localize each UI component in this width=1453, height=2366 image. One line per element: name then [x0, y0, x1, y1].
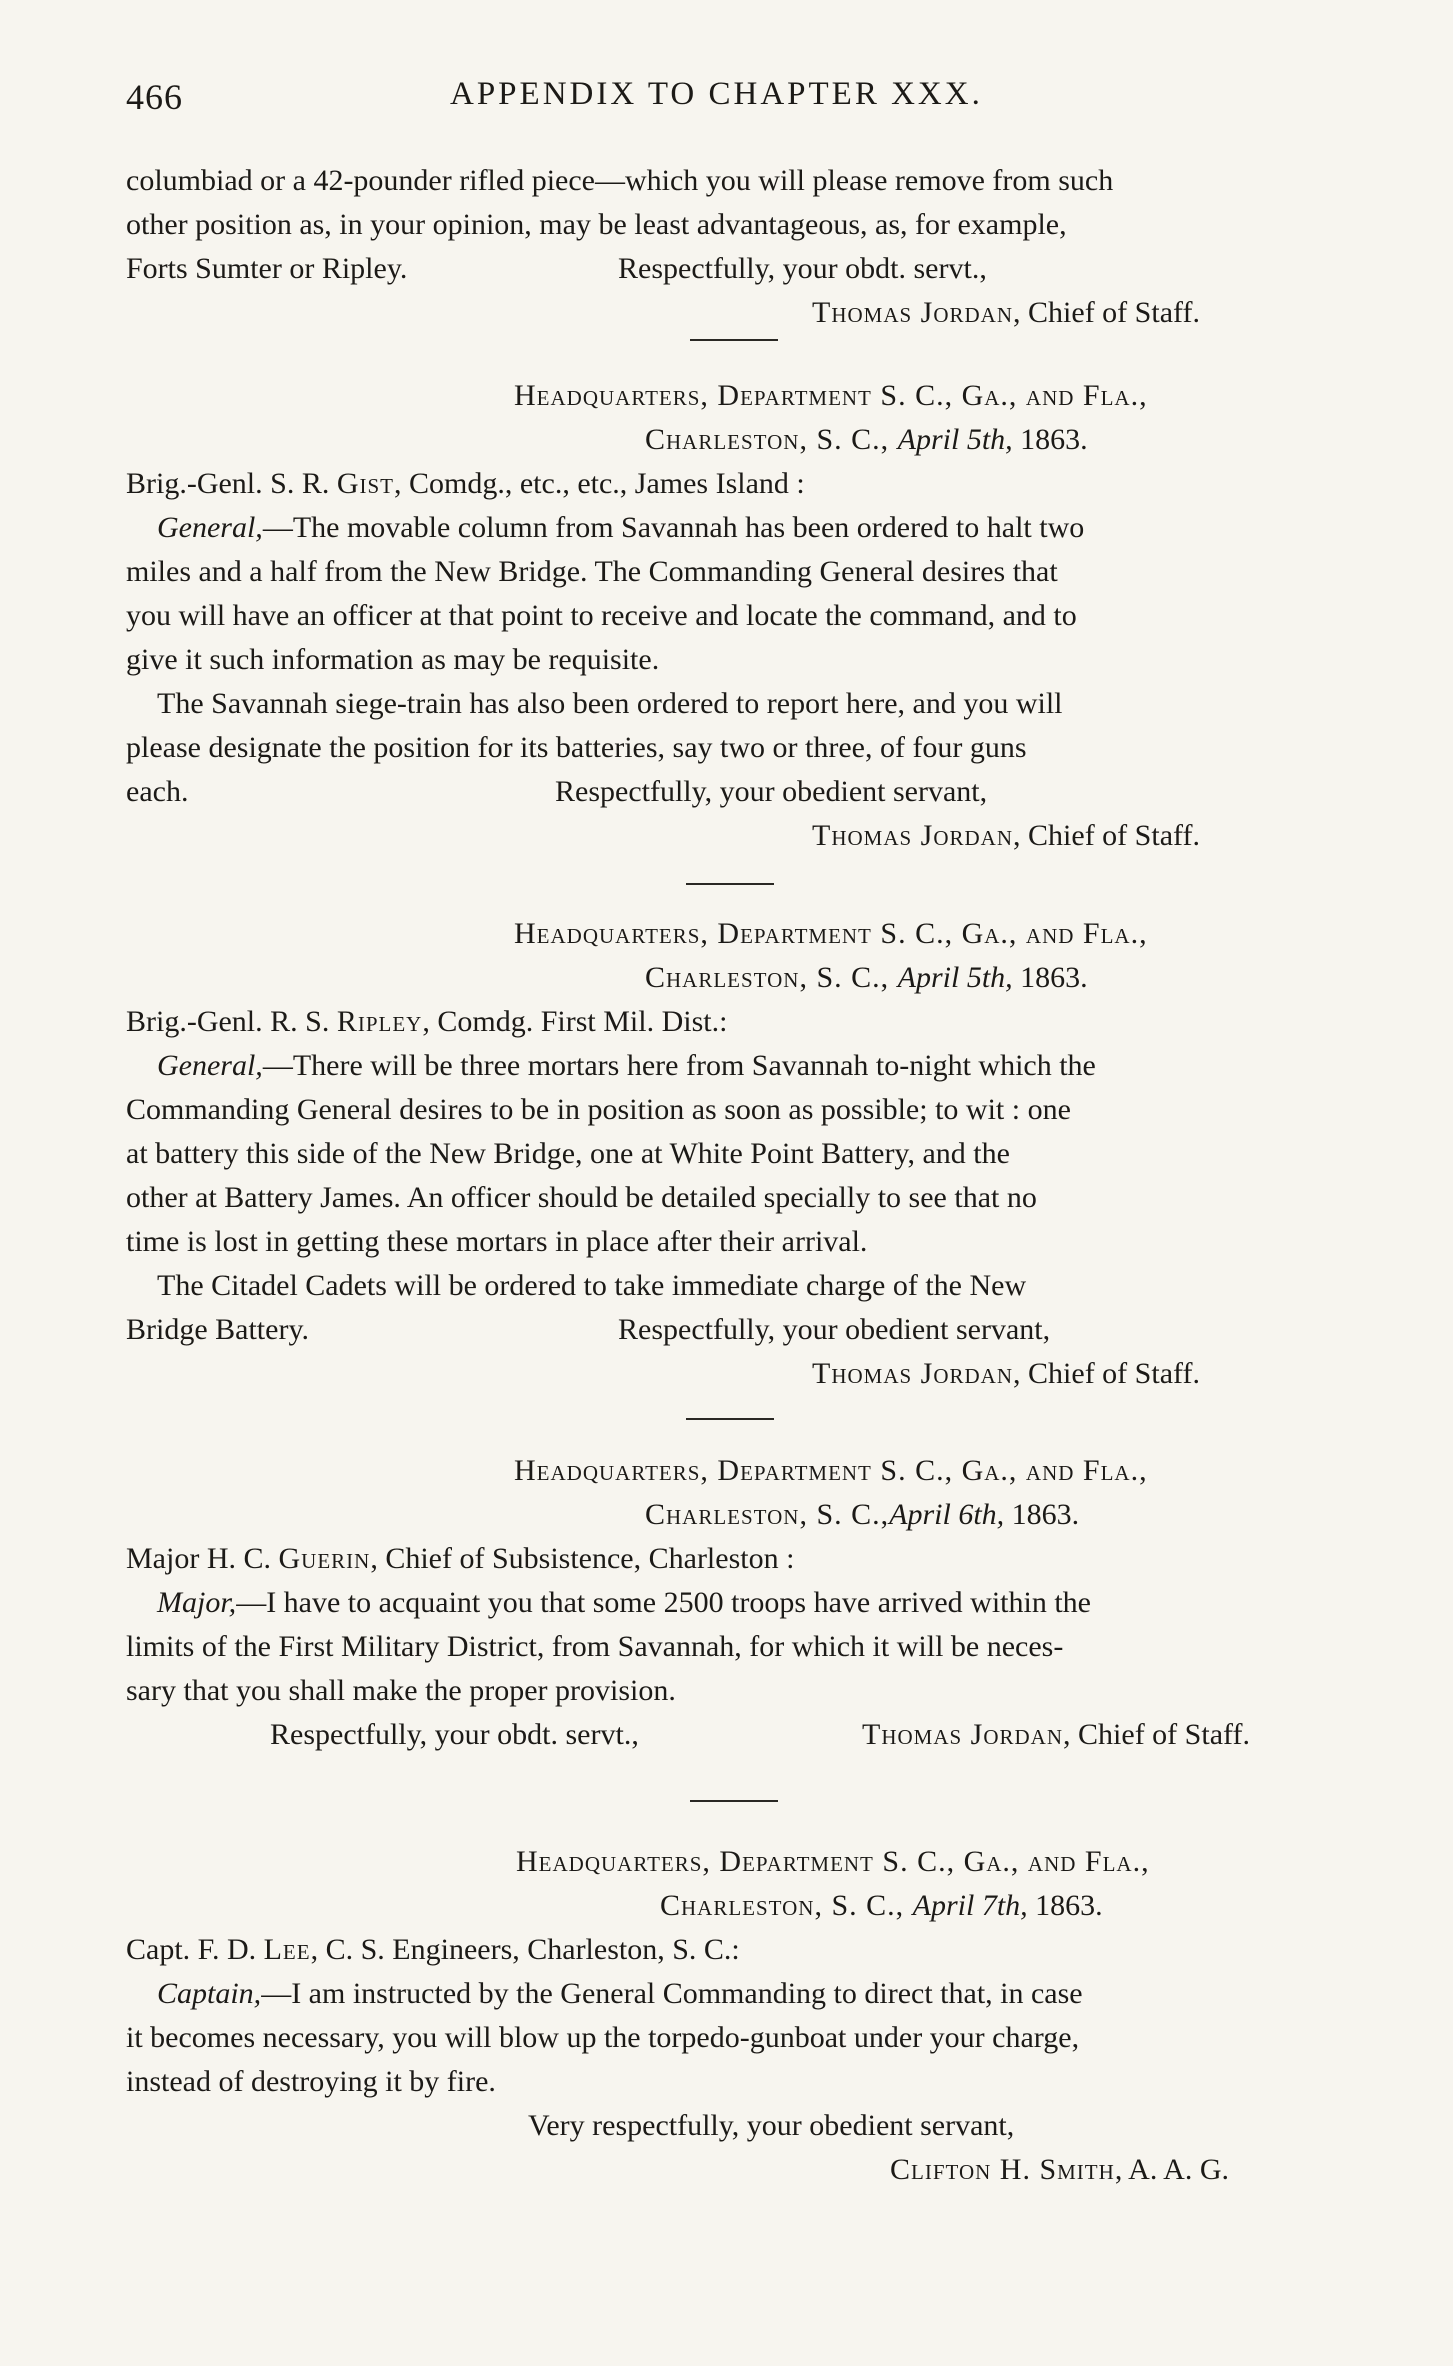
addressee-name: Guerin	[278, 1542, 371, 1575]
date: April 7th,	[912, 1889, 1028, 1922]
date: April 6th,	[889, 1498, 1005, 1531]
signature	[812, 818, 1200, 854]
salutation: Major,	[157, 1586, 237, 1619]
text-line: other position as, in your opinion, may be least advantageous, as, for example,	[126, 208, 1067, 241]
date: April 5th,	[897, 961, 1013, 994]
addressee-name: Lee	[263, 1933, 311, 1966]
addressee-prefix: Major H. C.	[126, 1542, 279, 1575]
section-rule	[690, 1800, 778, 1802]
signature-title: , A. A. G.	[1114, 2153, 1229, 2186]
text-line: The Citadel Cadets will be ordered to take immediate charge of the New	[157, 1269, 1027, 1302]
signature	[812, 295, 1200, 331]
place: Charleston, S. C.,	[645, 1498, 890, 1531]
signature	[812, 1356, 1200, 1392]
body-text: —I have to acquaint you that some 2500 troops have arrived within the	[236, 1586, 1091, 1619]
closing-line: Respectfully, your obedient servant,	[618, 1313, 1051, 1346]
text-line	[157, 510, 1084, 546]
text-line: give it such information as may be requisite.	[126, 643, 660, 676]
closing-line: Very respectfully, your obedient servant,	[528, 2109, 1015, 2142]
text-line: time is lost in getting these mortars in place after their arrival.	[126, 1225, 868, 1258]
closing-line: Respectfully, your obedient servant,	[555, 775, 988, 808]
signature-name: Clifton H. Smith	[890, 2153, 1115, 2186]
year: 1863.	[1012, 961, 1088, 994]
dateline	[645, 1497, 1079, 1533]
text-line: Bridge Battery.	[126, 1313, 310, 1346]
addressee	[126, 1541, 794, 1577]
year: 1863.	[1012, 423, 1088, 456]
addressee-prefix: Capt. F. D.	[126, 1933, 264, 1966]
salutation: Captain,	[157, 1977, 262, 2010]
signature-title: , Chief of Staff.	[1013, 819, 1200, 852]
body-text: —The movable column from Savannah has been ordered to halt two	[262, 511, 1085, 544]
body-text: —I am instructed by the General Commanding to direct that, in case	[261, 1977, 1083, 2010]
headquarters-line: Headquarters, Department S. C., Ga., and Fla.,	[516, 1845, 1150, 1878]
place: Charleston, S. C.,	[645, 961, 898, 994]
dateline	[645, 960, 1088, 996]
place: Charleston, S. C.,	[660, 1889, 913, 1922]
text-line: other at Battery James. An officer should be detailed specially to see that no	[126, 1181, 1037, 1214]
dateline	[660, 1888, 1103, 1924]
text-line: Commanding General desires to be in position as soon as possible; to wit : one	[126, 1093, 1071, 1126]
addressee-name: Ripley	[336, 1005, 423, 1038]
text-line: limits of the First Military District, from Savannah, for which it will be neces-	[126, 1630, 1064, 1663]
text-line	[157, 1585, 1091, 1621]
addressee-suffix: , Comdg. First Mil. Dist.:	[422, 1005, 728, 1038]
body-text: —There will be three mortars here from Savannah to-night which the	[262, 1049, 1096, 1082]
text-line	[157, 1048, 1096, 1084]
signature-title: , Chief of Staff.	[1013, 1357, 1200, 1390]
signature-title: , Chief of Staff.	[1013, 296, 1200, 329]
text-line: Forts Sumter or Ripley.	[126, 252, 408, 285]
text-line: at battery this side of the New Bridge, one at White Point Battery, and the	[126, 1137, 1010, 1170]
text-line	[157, 1976, 1083, 2012]
signature-name: Thomas Jordan	[812, 1357, 1014, 1390]
signature	[890, 2152, 1229, 2188]
date: April 5th,	[897, 423, 1013, 456]
text-line: please designate the position for its batteries, say two or three, of four guns	[126, 731, 1027, 764]
addressee-suffix: , Comdg., etc., etc., James Island :	[394, 467, 805, 500]
section-rule	[686, 1418, 774, 1420]
signature-title: , Chief of Staff.	[1063, 1718, 1250, 1751]
text-line: each.	[126, 775, 189, 808]
section-rule	[686, 883, 774, 885]
text-line: The Savannah siege-train has also been ordered to report here, and you will	[157, 687, 1063, 720]
salutation: General,	[157, 1049, 263, 1082]
headquarters-line: Headquarters, Department S. C., Ga., and Fla.,	[514, 1454, 1148, 1487]
salutation: General,	[157, 511, 263, 544]
addressee	[126, 466, 805, 502]
year: 1863.	[1027, 1889, 1103, 1922]
addressee-prefix: Brig.-Genl. S. R.	[126, 467, 337, 500]
closing-line: Respectfully, your obdt. servt.,	[270, 1718, 639, 1751]
headquarters-line: Headquarters, Department S. C., Ga., and Fla.,	[514, 379, 1148, 412]
closing-line: Respectfully, your obdt. servt.,	[618, 252, 987, 285]
text-line: instead of destroying it by fire.	[126, 2065, 496, 2098]
text-line: columbiad or a 42-pounder rifled piece—which you will please remove from such	[126, 164, 1114, 197]
text-line: sary that you shall make the proper provision.	[126, 1674, 676, 1707]
addressee-suffix: , Chief of Subsistence, Charleston :	[370, 1542, 795, 1575]
place: Charleston, S. C.,	[645, 423, 898, 456]
addressee-suffix: , C. S. Engineers, Charleston, S. C.:	[310, 1933, 740, 1966]
text-line: miles and a half from the New Bridge. The Commanding General desires that	[126, 555, 1058, 588]
addressee-prefix: Brig.-Genl. R. S.	[126, 1005, 337, 1038]
text-line: it becomes necessary, you will blow up the torpedo-gunboat under your charge,	[126, 2021, 1080, 2054]
signature-name: Thomas Jordan	[812, 819, 1014, 852]
page-number: 466	[126, 77, 183, 117]
headquarters-line: Headquarters, Department S. C., Ga., and Fla.,	[514, 917, 1148, 950]
running-title: APPENDIX TO CHAPTER XXX.	[450, 76, 983, 112]
text-line: you will have an officer at that point to receive and locate the command, and to	[126, 599, 1077, 632]
addressee	[126, 1932, 740, 1968]
addressee-name: Gist	[336, 467, 395, 500]
signature	[862, 1717, 1250, 1753]
year: 1863.	[1004, 1498, 1080, 1531]
signature-name: Thomas Jordan	[862, 1718, 1064, 1751]
dateline	[645, 422, 1088, 458]
signature-name: Thomas Jordan	[812, 296, 1014, 329]
section-rule	[690, 339, 778, 341]
addressee	[126, 1004, 727, 1040]
